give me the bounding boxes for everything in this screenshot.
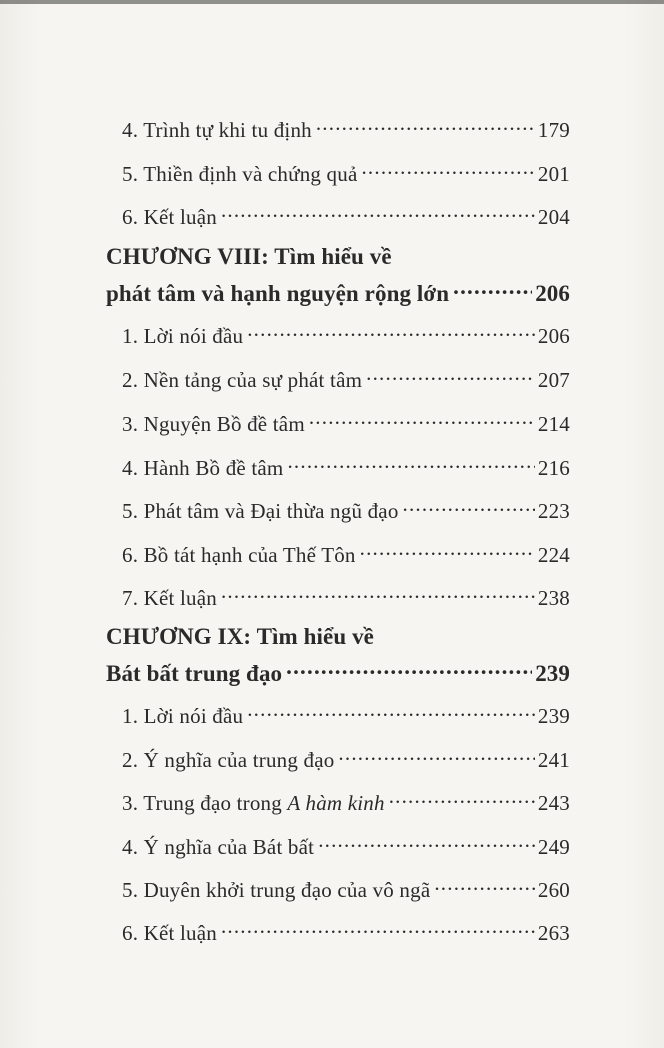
page-top-edge bbox=[0, 0, 664, 4]
dot-leader bbox=[403, 497, 535, 518]
toc-entry bbox=[122, 833, 570, 860]
toc-entry-page: 249 bbox=[537, 835, 570, 859]
chapter-heading-line2 bbox=[106, 278, 570, 307]
dot-leader bbox=[309, 410, 535, 431]
chapter-heading-page: 239 bbox=[535, 661, 570, 686]
dot-leader bbox=[361, 160, 534, 181]
toc-entry-label: 4. Trình tự khi tu định bbox=[122, 118, 312, 142]
toc-entry-page: 201 bbox=[537, 162, 570, 186]
toc-entry bbox=[122, 454, 570, 481]
toc-entry bbox=[122, 746, 570, 773]
chapter-heading-line1 bbox=[106, 624, 570, 650]
toc-entry-page: 263 bbox=[537, 921, 570, 945]
toc-entry-label-italic: A hàm kinh bbox=[287, 791, 385, 815]
toc-entry-label: 1. Lời nói đầu bbox=[122, 704, 244, 728]
toc-entry-page: 238 bbox=[537, 586, 570, 610]
toc-entry bbox=[122, 203, 570, 230]
dot-leader bbox=[453, 278, 532, 301]
chapter-heading-text: Bát bất trung đạo bbox=[106, 661, 283, 686]
toc-entry-page: 243 bbox=[537, 791, 570, 815]
toc-entry-page: 241 bbox=[537, 748, 570, 772]
dot-leader bbox=[247, 322, 535, 343]
toc-entry bbox=[122, 497, 570, 524]
toc-entry-label-prefix: 3. Trung đạo trong bbox=[122, 791, 288, 815]
dot-leader bbox=[247, 702, 535, 723]
toc-entry-page: 260 bbox=[537, 878, 570, 902]
dot-leader bbox=[316, 116, 535, 137]
toc-entry-page: 207 bbox=[537, 368, 570, 392]
toc-entry bbox=[122, 366, 570, 393]
toc-entry-label: 5. Phát tâm và Đại thừa ngũ đạo bbox=[122, 499, 399, 523]
chapter-heading-page: 206 bbox=[535, 281, 570, 306]
toc-entry-label: 4. Hành Bồ đề tâm bbox=[122, 456, 284, 480]
toc-entry bbox=[122, 541, 570, 568]
dot-leader bbox=[221, 203, 535, 224]
dot-leader bbox=[318, 833, 535, 854]
toc-entry-page: 214 bbox=[537, 412, 570, 436]
toc-entry-label: 5. Duyên khởi trung đạo của vô ngã bbox=[122, 878, 431, 902]
dot-leader bbox=[338, 746, 534, 767]
toc-entry bbox=[122, 160, 570, 187]
dot-leader bbox=[221, 584, 535, 605]
toc-entry-label: 2. Nền tảng của sự phát tâm bbox=[122, 368, 363, 392]
toc-entry-page: 239 bbox=[537, 704, 570, 728]
toc-entry-label: 3. Nguyện Bồ đề tâm bbox=[122, 412, 305, 436]
toc-entry bbox=[122, 919, 570, 946]
toc-entry-page: 223 bbox=[537, 499, 570, 523]
toc-entry-label bbox=[122, 791, 385, 816]
chapter-heading-text: CHƯƠNG VIII: Tìm hiểu về bbox=[106, 244, 392, 269]
toc-entry-page: 179 bbox=[537, 118, 570, 142]
dot-leader bbox=[360, 541, 535, 562]
toc-entry bbox=[122, 322, 570, 349]
dot-leader bbox=[286, 658, 532, 681]
toc-entry bbox=[122, 584, 570, 611]
chapter-heading-text: CHƯƠNG IX: Tìm hiểu về bbox=[106, 624, 374, 649]
toc-entry bbox=[122, 116, 570, 143]
dot-leader bbox=[221, 919, 535, 940]
toc-entry bbox=[122, 410, 570, 437]
toc-entry-label: 5. Thiền định và chứng quả bbox=[122, 162, 358, 186]
toc-entry-label: 4. Ý nghĩa của Bát bất bbox=[122, 835, 315, 859]
toc-entry-page: 224 bbox=[537, 543, 570, 567]
toc-entry-label: 7. Kết luận bbox=[122, 586, 217, 610]
toc-entry-page: 216 bbox=[537, 456, 570, 480]
toc-entry-page: 206 bbox=[537, 324, 570, 348]
toc-entry-label: 6. Kết luận bbox=[122, 921, 217, 945]
toc-entry-label: 6. Bồ tát hạnh của Thế Tôn bbox=[122, 543, 356, 567]
toc-entry-label: 2. Ý nghĩa của trung đạo bbox=[122, 748, 335, 772]
dot-leader bbox=[434, 876, 535, 897]
chapter-heading-line2 bbox=[106, 658, 570, 687]
dot-leader bbox=[366, 366, 535, 387]
toc-entry-label: 6. Kết luận bbox=[122, 205, 217, 229]
toc-entry bbox=[122, 789, 570, 816]
toc-entry bbox=[122, 876, 570, 903]
toc-entry bbox=[122, 702, 570, 729]
toc-entry-label: 1. Lời nói đầu bbox=[122, 324, 244, 348]
chapter-heading-text: phát tâm và hạnh nguyện rộng lớn bbox=[106, 281, 450, 306]
dot-leader bbox=[389, 789, 535, 810]
chapter-heading-line1 bbox=[106, 244, 570, 270]
toc-entry-page: 204 bbox=[537, 205, 570, 229]
dot-leader bbox=[287, 454, 534, 475]
